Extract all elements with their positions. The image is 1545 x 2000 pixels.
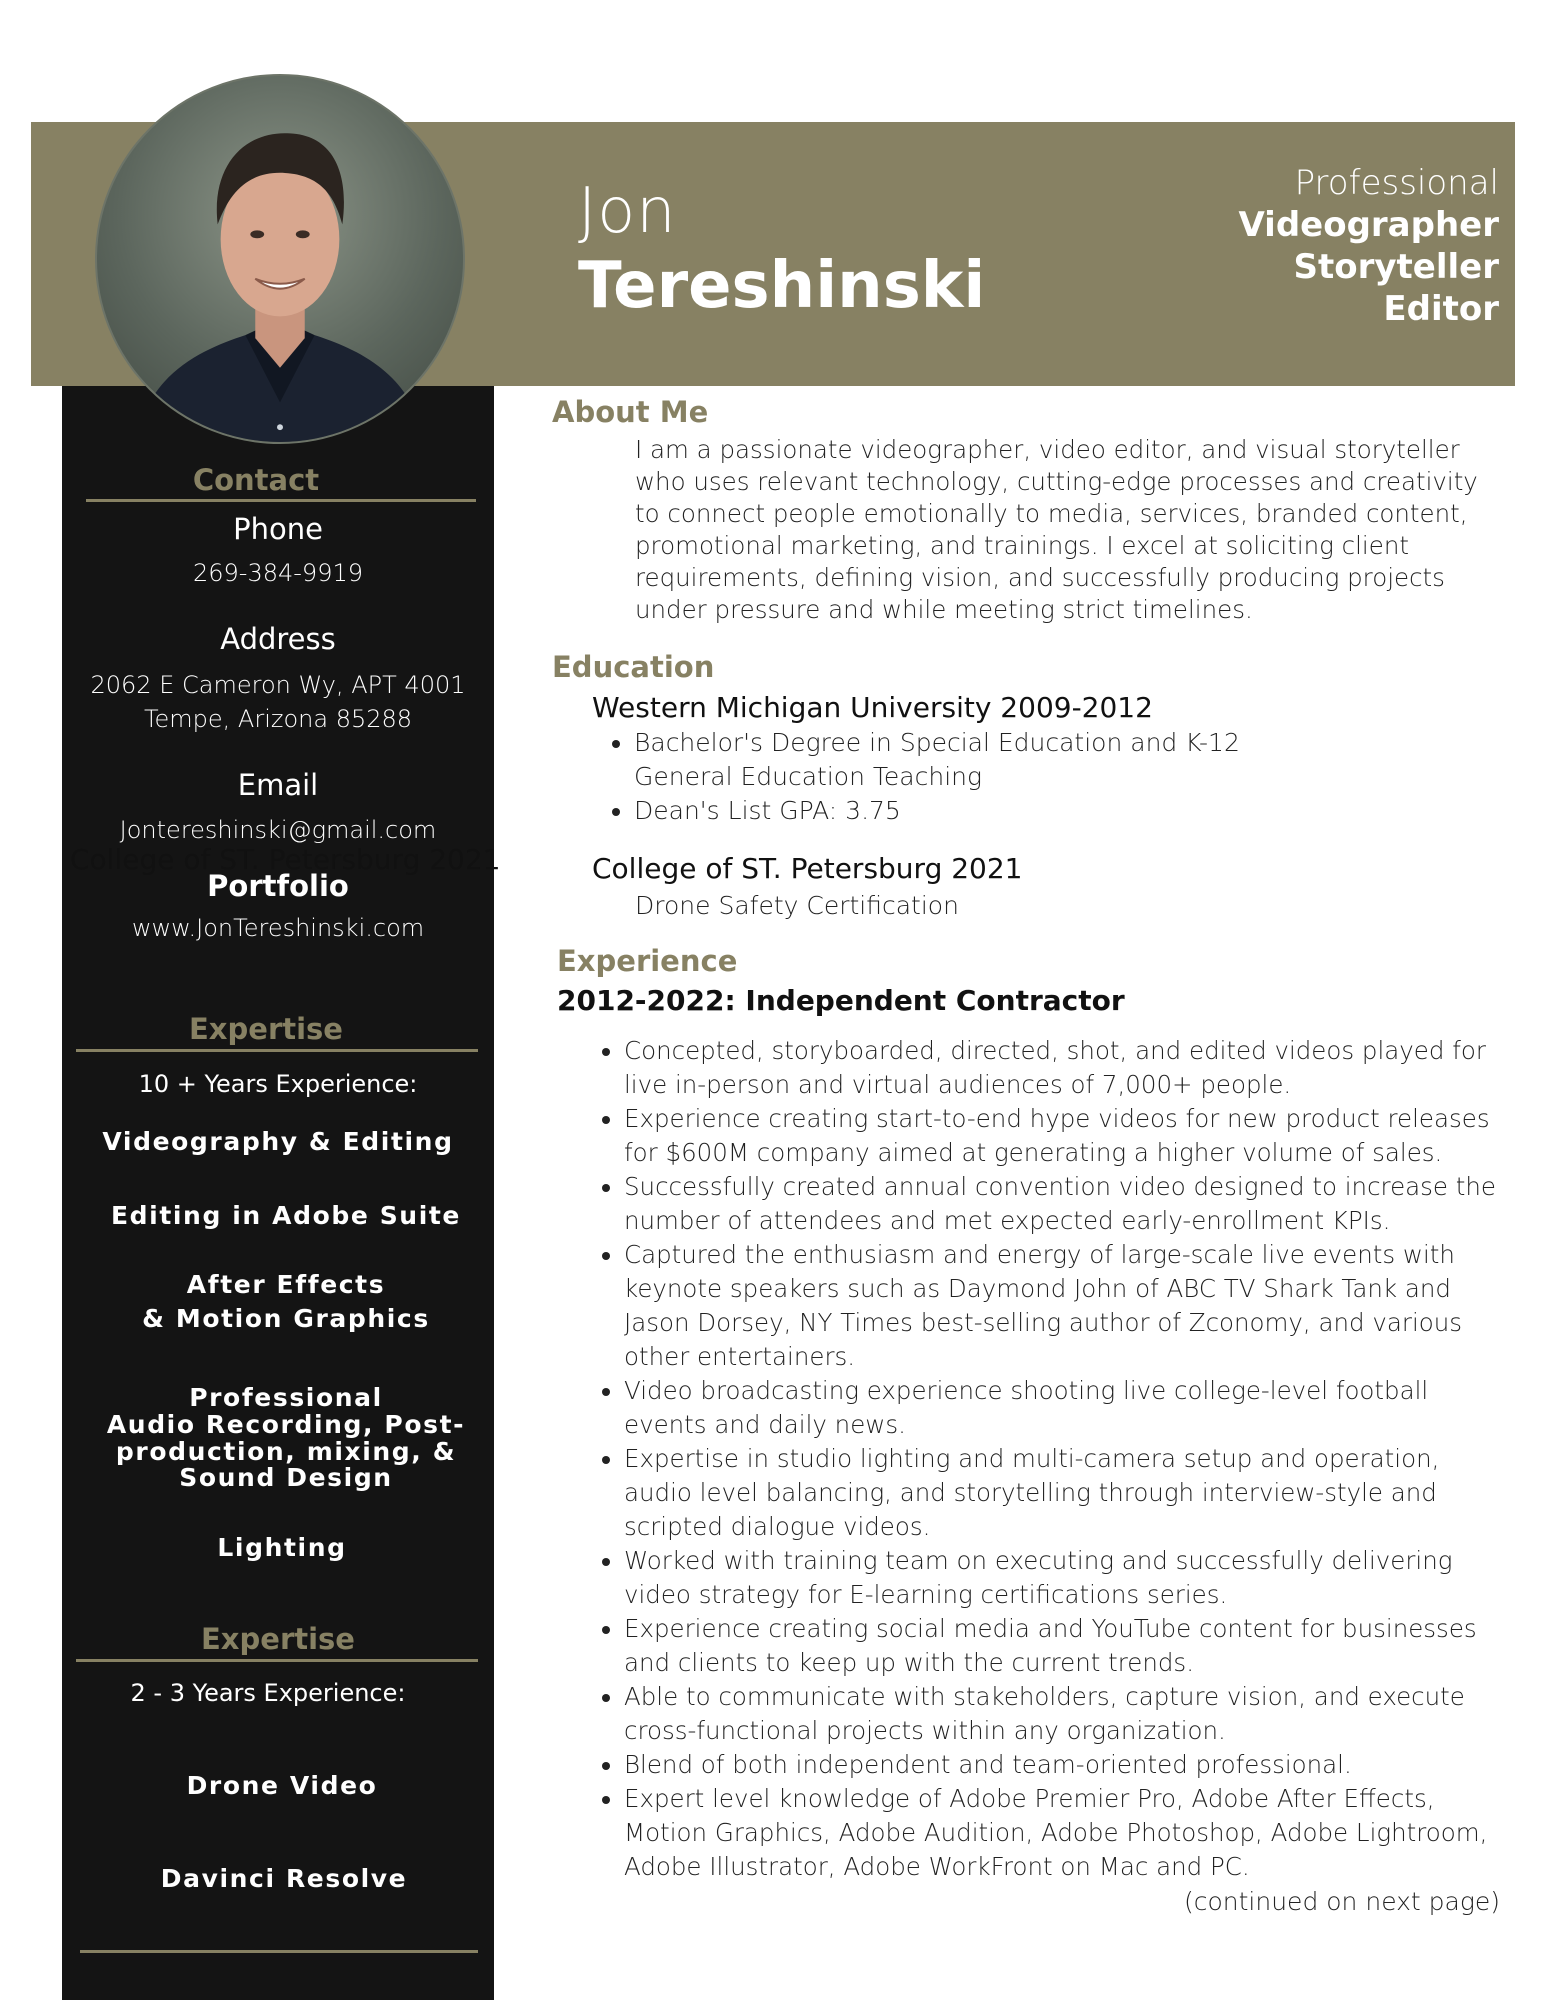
skill-professional: Professional (189, 1383, 383, 1412)
drone-certification: Drone Safety Certification (635, 891, 959, 920)
continued-note: (continued on next page) (1183, 1887, 1500, 1916)
expertise-divider-1 (76, 1049, 478, 1052)
about-line: under pressure and while meeting strict timelines. (635, 595, 1253, 624)
address-label: Address (220, 622, 336, 656)
list-item: • Experience creating start-to-end hype videos for new product releases for $600M company aimed at generating a higher volume of sales. (624, 1102, 1539, 1170)
phone-value[interactable]: 269-384-9919 (192, 559, 363, 587)
last-name: Tereshinski (578, 249, 986, 323)
expertise-years-2: 2 - 3 Years Experience: (130, 1679, 406, 1707)
expertise-heading-1: Expertise (189, 1012, 343, 1046)
role-editor: Editor (1383, 289, 1499, 329)
sidebar-bottom-divider (80, 1950, 478, 1953)
skill-after-effects: After Effects (186, 1270, 386, 1299)
roles-intro: Professional (1294, 163, 1499, 203)
skill-lighting: Lighting (217, 1533, 347, 1562)
experience-heading: Experience (557, 944, 738, 978)
school-western-michigan: Western Michigan University 2009-2012 (592, 691, 1153, 724)
list-item: • Concepted, storyboarded, directed, shot, and edited videos played for live in-person and virtual audiences of 7,000+ people. (624, 1034, 1539, 1102)
list-item: • Bachelor's Degree in Special Education and K-12 General Education Teaching (634, 726, 1334, 794)
roles-block (1238, 162, 1499, 330)
school-st-petersburg: College of ST. Petersburg 2021 (592, 852, 1023, 885)
about-line: promotional marketing, and trainings. I excel at soliciting client (635, 531, 1409, 560)
education-list (600, 726, 1334, 828)
overlapping-school-text: College of ST. Petersburg 2021 (70, 843, 501, 876)
skill-adobe-suite: Editing in Adobe Suite (111, 1201, 461, 1230)
about-text (635, 434, 1505, 626)
skill-production-mixing: production, mixing, & (115, 1437, 457, 1466)
role-storyteller: Storyteller (1293, 247, 1499, 287)
email-label: Email (237, 768, 319, 802)
list-item: • Dean's List GPA: 3.75 (634, 794, 1334, 828)
skill-davinci-resolve: Davinci Resolve (160, 1864, 408, 1893)
skill-drone-video: Drone Video (186, 1771, 378, 1800)
expertise-heading-2: Expertise (201, 1622, 355, 1656)
role-videographer: Videographer (1238, 205, 1499, 245)
skill-audio-recording: Audio Recording, Post- (106, 1410, 466, 1439)
list-item: • Experience creating social media and YouTube content for businesses and clients to keep up with the current trends. (624, 1612, 1539, 1680)
email-value[interactable]: Jontereshinski@gmail.com (119, 816, 437, 844)
contact-heading: Contact (192, 463, 320, 497)
list-item: • Able to communicate with stakeholders, capture vision, and execute cross-functional projects within any organization. (624, 1680, 1539, 1748)
about-line: requirements, defining vision, and successfully producing projects (635, 563, 1445, 592)
expertise-years-1: 10 + Years Experience: (138, 1070, 418, 1098)
experience-list (590, 1034, 1539, 1884)
person-portrait-icon (97, 76, 463, 442)
portfolio-link[interactable]: www.JonTereshinski.com (131, 914, 425, 942)
portfolio-label: Portfolio (207, 869, 349, 903)
address-line1: 2062 E Cameron Wy, APT 4001 (90, 671, 466, 699)
skill-sound-design: Sound Design (179, 1463, 393, 1492)
list-item: • Blend of both independent and team-oriented professional. (624, 1748, 1539, 1782)
about-line: I am a passionate videographer, video editor, and visual storyteller (635, 435, 1460, 464)
about-heading: About Me (552, 395, 709, 429)
profile-photo (95, 74, 465, 444)
list-item: • Worked with training team on executing and successfully delivering video strategy for E-learning certifications series. (624, 1544, 1539, 1612)
list-item: • Expertise in studio lighting and multi-camera setup and operation, audio level balancing, and storytelling through interview-style and scripted dialogue videos. (624, 1442, 1539, 1544)
expertise-divider-2 (76, 1659, 478, 1662)
about-line: who uses relevant technology, cutting-edge processes and creativity (635, 467, 1478, 496)
list-item: • Video broadcasting experience shooting live college-level football events and daily news. (624, 1374, 1539, 1442)
job-title: 2012-2022: Independent Contractor (557, 984, 1125, 1017)
skill-motion-graphics: & Motion Graphics (142, 1304, 430, 1333)
first-name: Jon (578, 174, 677, 247)
phone-label: Phone (233, 512, 323, 546)
list-item: • Expert level knowledge of Adobe Premier Pro, Adobe After Effects, Motion Graphics, Adobe Audition, Adobe Photoshop, Adobe Lightroom, Adobe Illustrator, Adobe WorkFront on Mac and PC. (624, 1782, 1539, 1884)
list-item: • Successfully created annual convention video designed to increase the number of attendees and met expected early-enrollment KPIs. (624, 1170, 1539, 1238)
list-item: • Captured the enthusiasm and energy of large-scale live events with keynote speakers such as Daymond John of ABC TV Shark Tank and Jason Dorsey, NY Times best-selling author of Zconomy, and various other entertainers. (624, 1238, 1539, 1374)
contact-divider (86, 499, 476, 502)
education-heading: Education (552, 650, 715, 684)
address-line2: Tempe, Arizona 85288 (143, 705, 413, 733)
about-line: to connect people emotionally to media, services, branded content, (635, 499, 1468, 528)
skill-videography-editing: Videography & Editing (102, 1127, 454, 1156)
